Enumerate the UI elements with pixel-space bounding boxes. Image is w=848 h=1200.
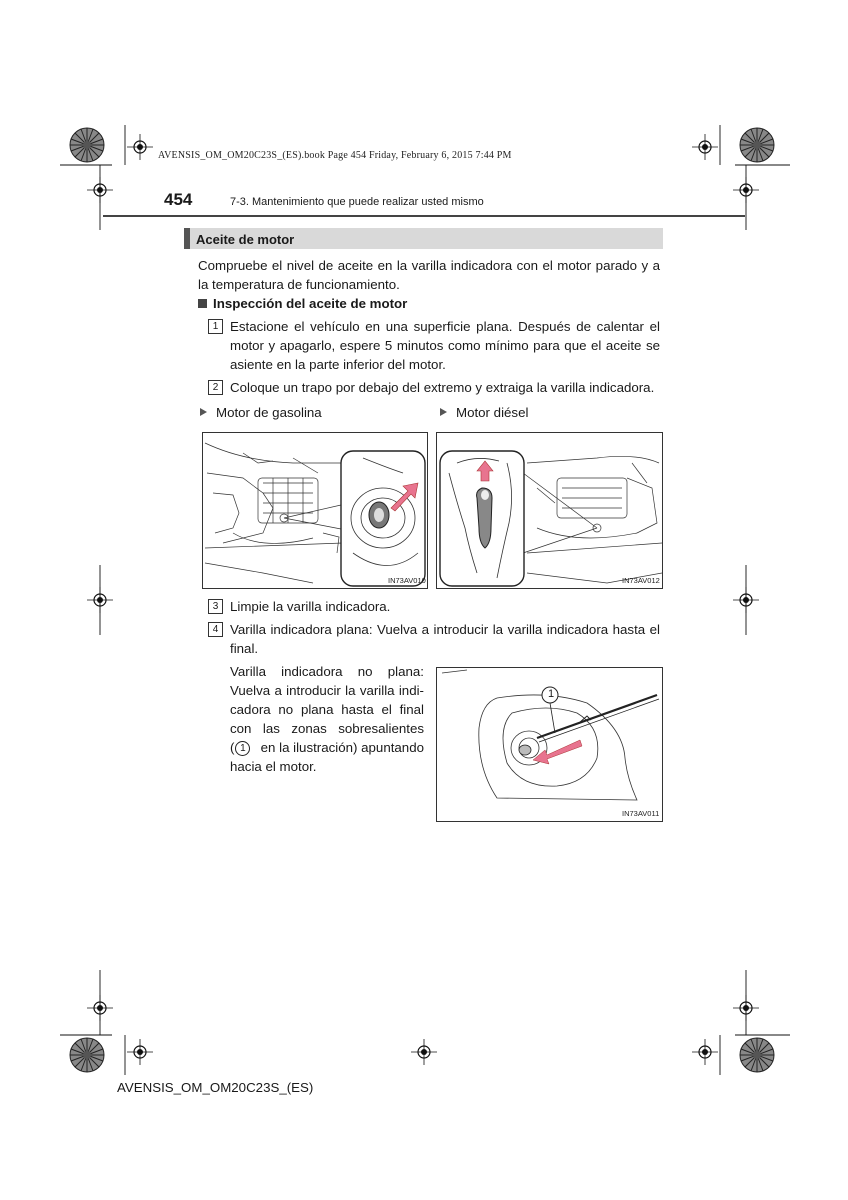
step-number-3: 3	[208, 599, 223, 614]
page-number: 454	[164, 190, 193, 209]
diesel-figure-id: IN73AV012	[622, 576, 660, 585]
callout-number-label: 1	[547, 688, 555, 700]
subheading-text: Inspección del aceite de motor	[213, 296, 408, 311]
triangle-bullet-icon	[440, 408, 447, 416]
callout-ref	[230, 738, 251, 757]
step-3-text: Limpie la varilla indicadora.	[230, 599, 391, 614]
non-flat-line: Varilla indicadora no plana:	[230, 664, 424, 679]
non-flat-line: Vuelva a introducir la varilla indi-	[230, 683, 424, 698]
gasoline-engine-illustration	[203, 433, 427, 588]
section-title: Aceite de motor	[196, 232, 295, 247]
footer-code: AVENSIS_OM_OM20C23S_(ES)	[117, 1080, 314, 1095]
non-flat-line: con las zonas sobresalientes	[230, 721, 424, 736]
gasoline-figure-id: IN73AV010	[388, 576, 426, 585]
step-1-text: Estacione el vehículo en una superficie plana. Después de calentar el motor y apagarlo, espere 5 minutos como mínimo para que el aceite se asiente en la parte inferior del motor.	[230, 319, 660, 372]
step-number-4: 4	[208, 622, 223, 637]
dipstick-figure	[436, 667, 663, 822]
non-flat-line: cadora no plana hasta el final	[230, 702, 424, 717]
callout-open-paren: (	[230, 740, 235, 755]
gasoline-engine-figure	[202, 432, 428, 589]
diesel-engine-illustration	[437, 433, 662, 588]
subheading	[198, 296, 407, 311]
chapter-title: 7-3. Mantenimiento que puede realizar usted mismo	[230, 196, 484, 208]
diesel-engine-figure	[436, 432, 663, 589]
step-4-text: Varilla indicadora plana: Vuelva a introducir la varilla indicadora hasta el final.	[230, 622, 660, 656]
printer-slug: AVENSIS_OM_OM20C23S_(ES).book Page 454 Friday, February 6, 2015 7:44 PM	[158, 150, 512, 161]
square-bullet-icon	[198, 299, 207, 308]
dipstick-figure-id: IN73AV011	[622, 809, 660, 818]
non-flat-line: hacia el motor.	[230, 759, 317, 774]
diesel-label-text: Motor diésel	[456, 405, 529, 420]
non-flat-dipstick-text	[230, 662, 424, 776]
non-flat-line-text: en la ilustración) apuntando	[260, 740, 424, 755]
header-rule	[103, 215, 745, 217]
callout-number-icon: 1	[235, 741, 250, 756]
step-2-text: Coloque un trapo por debajo del extremo y extraiga la varilla indicadora.	[230, 380, 655, 395]
gasoline-label	[200, 405, 322, 420]
step-number-2: 2	[208, 380, 223, 395]
step-number-1: 1	[208, 319, 223, 334]
triangle-bullet-icon	[200, 408, 207, 416]
non-flat-line	[230, 738, 424, 757]
intro-paragraph: Compruebe el nivel de aceite en la varilla indicadora con el motor parado y a la temperatura de funcionamiento.	[198, 258, 660, 292]
diesel-label	[440, 405, 528, 420]
gasoline-label-text: Motor de gasolina	[216, 405, 322, 420]
